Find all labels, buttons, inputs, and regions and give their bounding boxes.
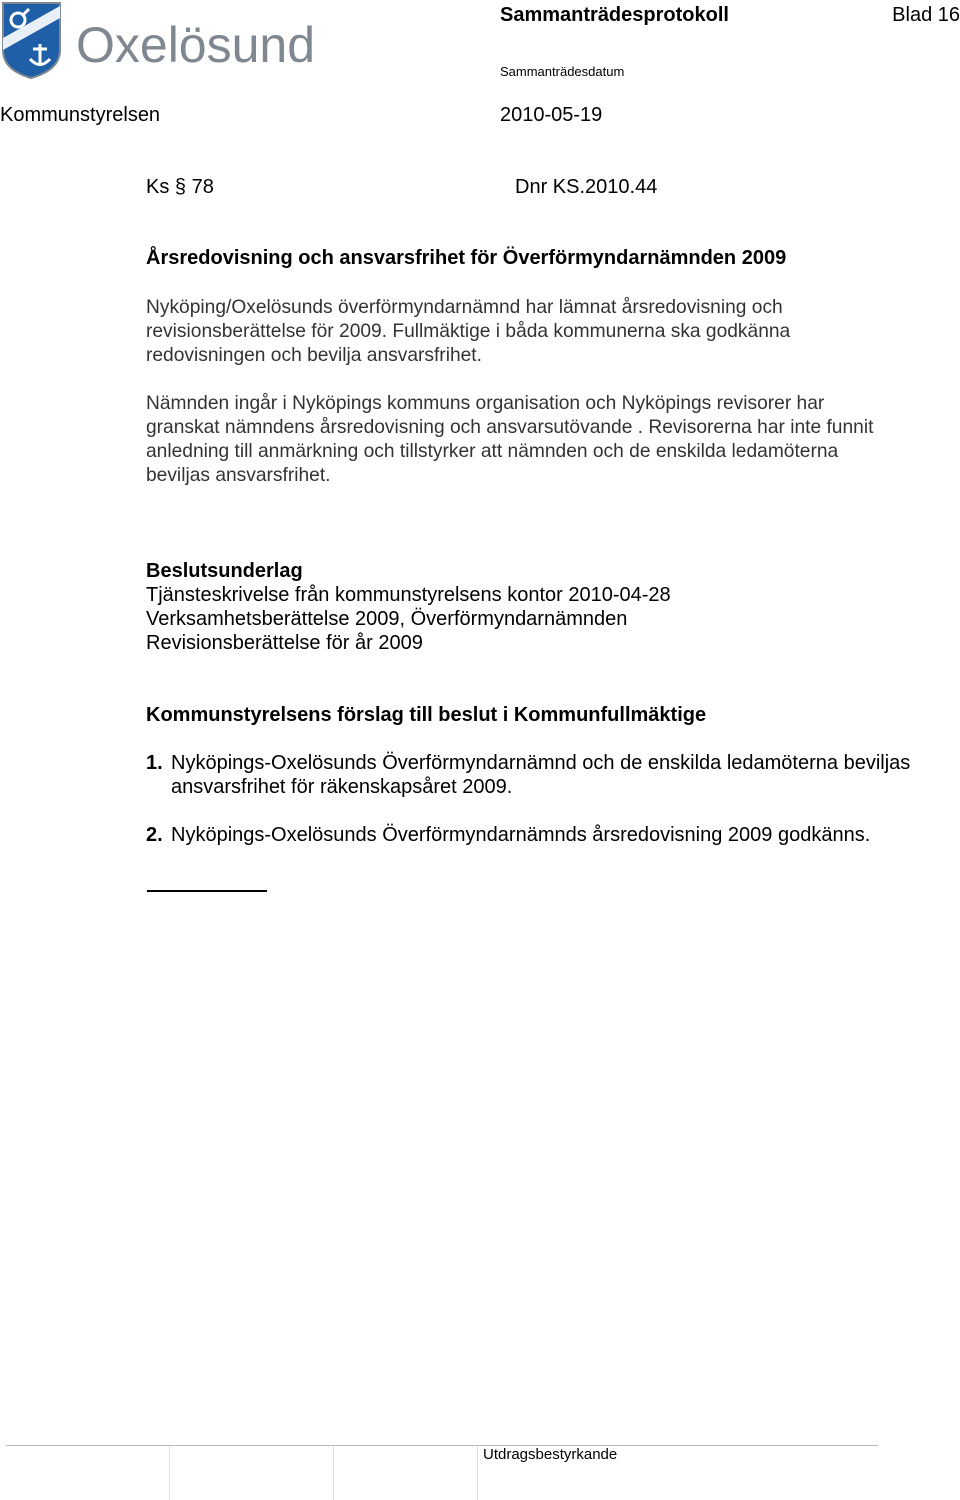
body-paragraph-2: Nämnden ingår i Nyköpings kommuns organisation och Nyköpings revisorer har granskat nämndens årsredovisning och ansvarsutövande . Revisorerna har inte funnit anledning till anmärkning och tillstyrker att nämnden och de enskilda ledamöterna beviljas ansvarsfrihet. (146, 393, 874, 486)
case-paragraph: Ks § 78 (146, 176, 214, 198)
proposal-item-text: Nyköpings-Oxelösunds Överförmyndarnämnds årsredovisning 2009 godkänns. (171, 824, 871, 846)
list-item: Revisionsberättelse för år 2009 (146, 632, 423, 654)
footer-signature-divider (169, 1446, 170, 1500)
coat-of-arms-icon (3, 3, 60, 78)
footer-rule (6, 1445, 878, 1446)
beslutsunderlag-list (146, 583, 671, 655)
proposal-item-1 (146, 751, 936, 799)
department-name: Kommunstyrelsen (0, 104, 161, 126)
body-paragraph-1: Nyköping/Oxelösunds överförmyndarnämnd har lämnat årsredovisning och revisionsberättelse för 2009. Fullmäktige i båda kommunerna ska godkänna redovisningen och bevilja ansvarsfrihet. (146, 297, 791, 366)
agenda-title: Årsredovisning och ansvarsfrihet för Överförmyndarnämnden 2009 (146, 247, 787, 269)
oxelosund-logo (0, 0, 340, 80)
list-item: Tjänsteskrivelse från kommunstyrelsens kontor 2010-04-28 (146, 584, 671, 606)
footer-signature-divider (333, 1446, 334, 1500)
meeting-date: 2010-05-19 (500, 104, 603, 126)
meeting-date-label: Sammanträdesdatum (500, 64, 625, 79)
footer-signature-divider (477, 1446, 478, 1500)
section-end-rule (147, 890, 267, 892)
proposal-item-number: 2. (146, 824, 163, 846)
case-dnr: Dnr KS.2010.44 (515, 176, 658, 198)
brand-wordmark: Oxelösund (76, 17, 316, 73)
proposal-heading: Kommunstyrelsens förslag till beslut i Kommunfullmäktige (146, 704, 707, 726)
beslutsunderlag-heading: Beslutsunderlag (146, 560, 303, 582)
proposal-item-2 (146, 823, 936, 847)
document-title: Sammanträdesprotokoll (500, 4, 729, 26)
proposal-item-number: 1. (146, 752, 163, 774)
page-number: Blad 16 (892, 4, 960, 26)
signature-label: Utdragsbestyrkande (483, 1446, 618, 1463)
proposal-item-text: Nyköpings-Oxelösunds Överförmyndarnämnd och de enskilda ledamöterna beviljas ansvarsfrihet för räkenskapsåret 2009. (171, 752, 911, 798)
list-item: Verksamhetsberättelse 2009, Överförmyndarnämnden (146, 608, 628, 630)
